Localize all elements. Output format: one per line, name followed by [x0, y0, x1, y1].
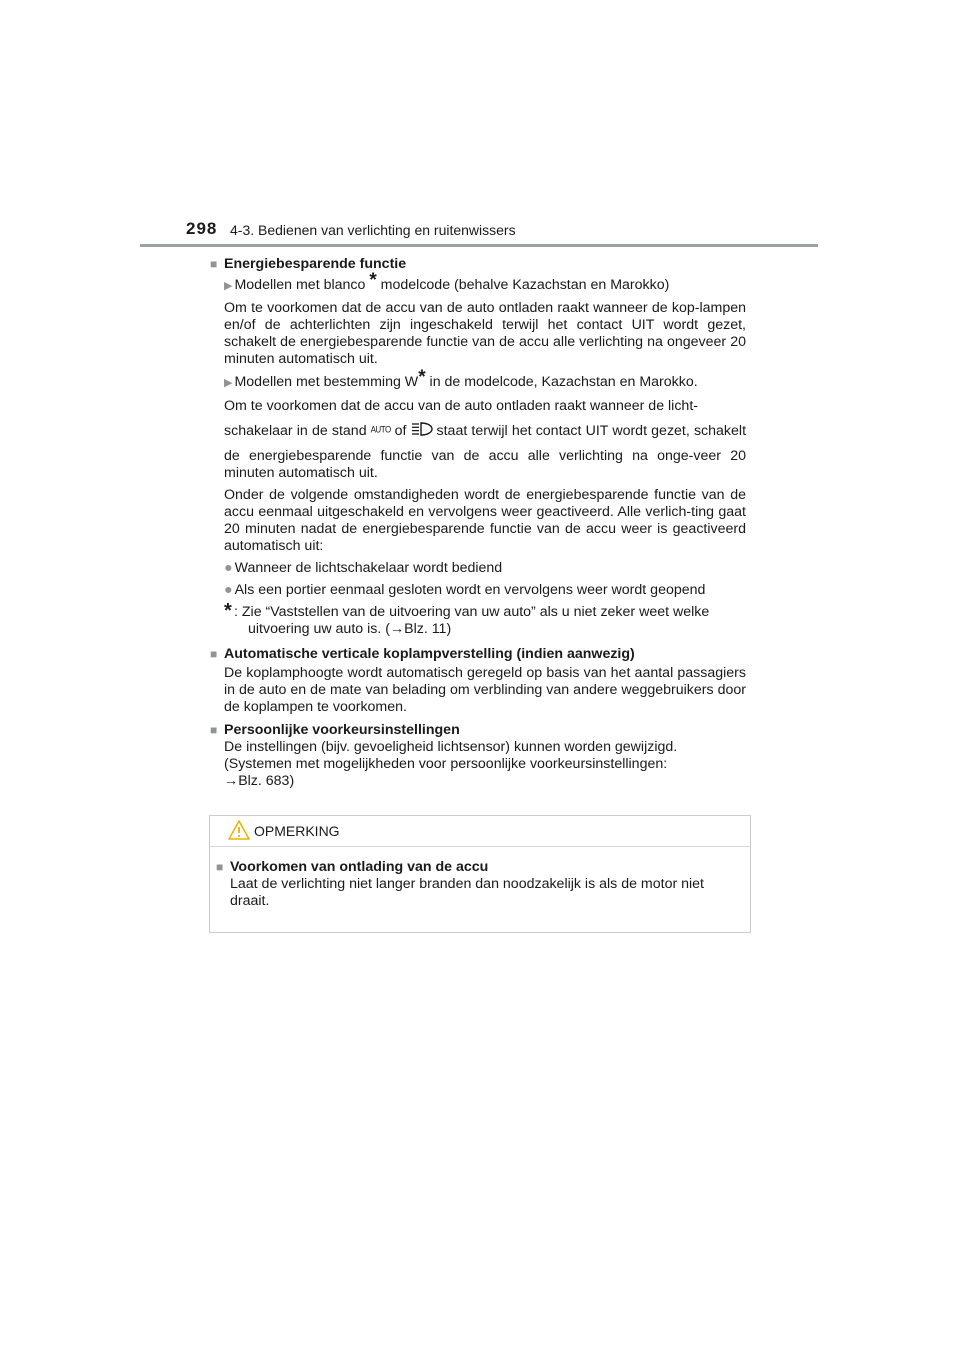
warning-triangle-icon — [228, 820, 250, 845]
section-title-energy: ■ Energiebesparende functie — [210, 256, 407, 272]
paragraph-energy-3: Onder de volgende omstandigheden wordt de energiebesparende functie van de accu eenmaal uitgeschakeld en vervolgens weer geactiveerd. Alle verlich-ting gaat 20 minuten nadat de energiebesparende functie van de accu weer is geactiveerd automatisch uit: — [224, 487, 746, 554]
subheading-destination-w: ▶ Modellen met bestemming W* in de modelcode, Kazachstan en Marokko. — [224, 367, 698, 390]
headlight-icon — [410, 418, 434, 448]
paragraph-energy-1: Om te voorkomen dat de accu van de auto ontladen raakt wanneer de kop-lampen en/of de achterlichten zijn ingeschakeld terwijl het contact UIT wordt gezet, schakelt de energiebesparende functie van de accu alle verlichting na ongeveer 20 minuten automatisch uit. — [224, 300, 746, 367]
auto-switch-icon: AUTO — [370, 424, 391, 435]
paragraph-leveling: De koplamphoogte wordt automatisch geregeld op basis van het aantal passagiers in de auto en de mate van belading om verblinding van andere weggebruikers door de koplampen te voorkomen. — [224, 665, 746, 715]
square-bullet-icon: ■ — [216, 860, 224, 874]
page-number: 298 — [186, 219, 218, 238]
footnote: * : Zie “Vaststellen van de uitvoering van uw auto” als u niet zeker weet welke uitvoering uw auto is. (→Blz. 11) — [224, 600, 710, 637]
section-title-leveling: ■ Automatische verticale koplampverstelling (indien aanwezig) — [210, 646, 635, 662]
square-bullet-icon: ■ — [210, 647, 218, 661]
notice-box — [209, 815, 751, 933]
section-title-personal: ■ Persoonlijke voorkeursinstellingen — [210, 722, 460, 738]
header-divider — [140, 244, 818, 247]
paragraph-energy-2: Om te voorkomen dat de accu van de auto ontladen raakt wanneer de licht- schakelaar in de stand AUTO of staat terwijl het contact UIT wordt gezet, schakelt de energiebesparende functie van de accu alle verlichting na onge-veer 20 minuten automatisch uit. — [224, 398, 747, 481]
subheading-blank-modelcode: ▶ Modellen met blanco * modelcode (behalve Kazachstan en Marokko) — [224, 270, 670, 293]
triangle-arrow-icon: ▶ — [224, 377, 233, 389]
square-bullet-icon: ■ — [210, 257, 218, 271]
notice-body — [210, 847, 750, 910]
list-item: ● Wanneer de lichtschakelaar wordt bediend — [224, 560, 503, 576]
paragraph-personal: De instellingen (bijv. gevoeligheid lichtsensor) kunnen worden gewijzigd. (Systemen met mogelijkheden voor persoonlijke voorkeursinstellingen: →Blz. 683) — [224, 739, 678, 789]
triangle-arrow-icon: ▶ — [224, 280, 233, 292]
chapter-title: 4-3. Bedienen van verlichting en ruitenwissers — [230, 222, 516, 238]
notice-text: Laat de verlichting niet langer branden dan noodzakelijk is als de motor niet draait. — [230, 876, 704, 909]
square-bullet-icon: ■ — [210, 723, 218, 737]
circle-bullet-icon: ● — [224, 582, 233, 598]
page-content — [210, 254, 746, 790]
notice-title: ■ Voorkomen van ontlading van de accu — [216, 859, 489, 875]
notice-header — [210, 816, 750, 847]
circle-bullet-icon: ● — [224, 560, 233, 576]
list-item: ● Als een portier eenmaal gesloten wordt en vervolgens weer wordt geopend — [224, 582, 706, 598]
notice-label: OPMERKING — [254, 823, 340, 839]
